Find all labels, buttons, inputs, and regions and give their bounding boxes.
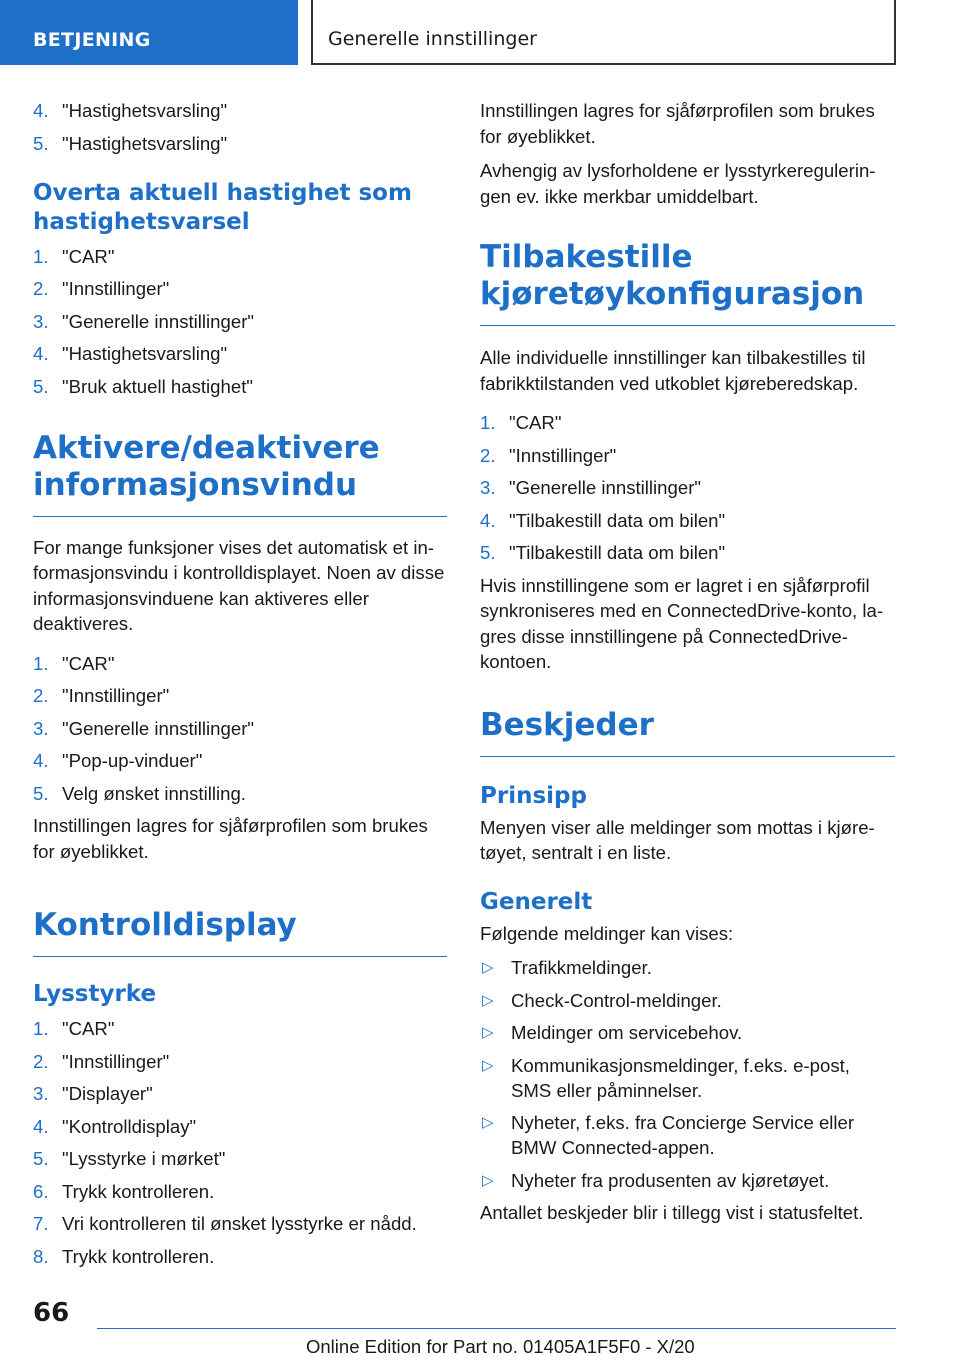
messages-heading: Beskjeder	[480, 707, 895, 757]
reset-steps	[480, 410, 895, 565]
step-number: 1.	[33, 1018, 49, 1039]
chapter-tab	[311, 0, 896, 65]
step-number: 3.	[33, 310, 49, 332]
step-number: 4.	[33, 750, 49, 771]
brightness-heading: Lysstyrke	[33, 981, 157, 1007]
step-number: 5.	[33, 1148, 49, 1169]
left-column	[33, 98, 447, 1276]
step-number: 1.	[480, 412, 496, 433]
item-text: "Lysstyrke i mørket"	[62, 1148, 226, 1169]
step-number: 7.	[33, 1213, 49, 1234]
item-text: "Generelle innstillinger"	[62, 310, 255, 332]
step-item	[33, 1146, 447, 1171]
item-text: "Displayer"	[62, 1083, 153, 1104]
step-item	[33, 716, 447, 741]
step-item	[480, 508, 895, 533]
step-number: 2.	[33, 685, 49, 706]
display-heading: Kontrolldisplay	[33, 907, 447, 957]
bullet-item	[480, 955, 895, 980]
triangle-bullet-icon: ▷	[482, 1024, 494, 1041]
item-text: Kommunikasjonsmeldinger, f.eks. e-post, SMS eller påminnelser.	[511, 1054, 850, 1101]
step-item	[480, 475, 895, 500]
brightness-steps	[33, 1016, 447, 1269]
item-text: "CAR"	[62, 1018, 115, 1039]
step-number: 3.	[33, 1083, 49, 1104]
section-label: BETJENING	[33, 29, 151, 51]
step-item	[480, 410, 895, 435]
info-steps	[33, 651, 447, 806]
step-item	[33, 98, 447, 123]
step-item	[33, 309, 447, 334]
item-text: "Generelle innstillinger"	[509, 477, 702, 498]
page-number: 66	[33, 1298, 70, 1328]
triangle-bullet-icon: ▷	[482, 1056, 494, 1074]
step-item	[33, 683, 447, 708]
step-item	[480, 540, 895, 565]
step-number: 4.	[33, 1115, 49, 1137]
item-text: Nyheter, f.eks. fra Concierge Service eller BMW Connected-appen.	[511, 1112, 855, 1158]
item-text: "CAR"	[62, 245, 115, 267]
step-item	[33, 651, 447, 676]
chapter-label: Generelle innstillinger	[328, 28, 537, 50]
item-text: "Bruk aktuell hastighet"	[62, 375, 253, 397]
item-text: Meldinger om servicebehov.	[511, 1022, 743, 1043]
speed-steps	[33, 244, 447, 399]
general-heading: Generelt	[480, 888, 593, 915]
triangle-bullet-icon: ▷	[482, 991, 494, 1009]
step-item	[33, 244, 447, 269]
info-intro: For mange funksjoner vises det automatisk et in-formasjonsvindu i kontrolldisplayet. Noen av disse informasjonsvinduene kan aktiveres eller deaktiveres.	[33, 536, 445, 634]
item-text: "Tilbakestill data om bilen"	[509, 509, 726, 531]
item-text: Trykk kontrolleren.	[62, 1245, 215, 1267]
step-item	[480, 443, 895, 468]
info-note: Innstillingen lagres for sjåførprofilen som brukes for øyeblikket.	[33, 815, 428, 862]
item-text: Check-Control-meldinger.	[511, 989, 722, 1011]
speed-heading: Overta aktuell hastighet som hastighetsvarsel	[33, 179, 412, 235]
item-text: "Innstillinger"	[509, 444, 617, 466]
item-text: Nyheter fra produsenten av kjøretøyet.	[511, 1169, 830, 1191]
step-number: 6.	[33, 1180, 49, 1202]
item-text: Vri kontrolleren til ønsket lysstyrke er nådd.	[62, 1213, 417, 1234]
general-intro: Følgende meldinger kan vises:	[480, 922, 734, 944]
step-number: 5.	[33, 375, 49, 397]
step-number: 2.	[33, 278, 49, 299]
item-text: Trykk kontrolleren.	[62, 1180, 215, 1202]
step-number: 1.	[33, 245, 49, 267]
step-item	[33, 276, 447, 301]
principle-heading: Prinsipp	[480, 782, 587, 809]
step-item	[33, 781, 447, 806]
step-number: 5.	[33, 132, 49, 154]
step-item	[33, 1081, 447, 1106]
step-number: 8.	[33, 1245, 49, 1267]
triangle-bullet-icon: ▷	[482, 1171, 494, 1189]
triangle-bullet-icon: ▷	[482, 959, 494, 976]
item-text: "CAR"	[509, 412, 562, 433]
top-list	[33, 98, 447, 156]
item-text: Trafikkmeldinger.	[511, 957, 652, 978]
step-item	[33, 131, 447, 156]
step-item	[33, 1049, 447, 1074]
bullet-item	[480, 1168, 895, 1193]
triangle-bullet-icon: ▷	[482, 1114, 494, 1131]
step-item	[33, 1016, 447, 1041]
bullet-item	[480, 1110, 895, 1160]
bullet-item	[480, 1053, 895, 1103]
edition-footer: Online Edition for Part no. 01405A1F5F0 - X/20	[306, 1336, 695, 1357]
item-text: "Innstillinger"	[62, 685, 170, 706]
footer-rule	[97, 1328, 896, 1329]
item-text: Velg ønsket innstilling.	[62, 782, 246, 804]
item-text: "Pop-up-vinduer"	[62, 750, 203, 771]
step-number: 5.	[480, 542, 496, 563]
step-number: 3.	[33, 717, 49, 739]
reset-intro: Alle individuelle innstillinger kan tilbakestilles til fabrikktilstanden ved utkoblet kjøreberedskap.	[480, 347, 866, 394]
general-bullets	[480, 955, 895, 1193]
note-1: Innstillingen lagres for sjåførprofilen som brukes for øyeblikket.	[480, 100, 875, 147]
item-text: "Innstillinger"	[62, 278, 170, 299]
item-text: "Hastighetsvarsling"	[62, 132, 228, 154]
item-text: "CAR"	[62, 652, 115, 674]
step-item	[33, 1211, 447, 1236]
step-item	[33, 1179, 447, 1204]
step-number: 2.	[480, 444, 496, 466]
item-text: "Hastighetsvarsling"	[62, 343, 228, 364]
reset-note: Hvis innstillingene som er lagret i en sjåførprofil synkroniseres med en ConnectedDrive-konto, la-gres disse innstillingene på ConnectedDrive-kontoen.	[480, 574, 884, 672]
item-text: "Kontrolldisplay"	[62, 1115, 197, 1137]
item-text: "Generelle innstillinger"	[62, 717, 255, 739]
step-number: 4.	[33, 343, 49, 364]
principle-text: Menyen viser alle meldinger som mottas i kjøre-tøyet, sentralt i en liste.	[480, 816, 875, 863]
reset-heading: Tilbakestille kjøretøykonfigurasjon	[480, 239, 895, 326]
step-number: 1.	[33, 652, 49, 674]
info-heading: Aktivere/deaktivere informasjonsvindu	[33, 430, 447, 517]
general-note: Antallet beskjeder blir i tillegg vist i statusfeltet.	[480, 1202, 864, 1223]
step-number: 4.	[480, 509, 496, 531]
step-number: 3.	[480, 477, 496, 498]
step-item	[33, 341, 447, 366]
step-number: 4.	[33, 100, 49, 121]
step-item	[33, 748, 447, 773]
item-text: "Tilbakestill data om bilen"	[509, 542, 726, 563]
bullet-item	[480, 988, 895, 1013]
section-tab	[0, 0, 298, 65]
item-text: "Innstillinger"	[62, 1050, 170, 1072]
item-text: "Hastighetsvarsling"	[62, 100, 228, 121]
step-item	[33, 1244, 447, 1269]
step-item	[33, 374, 447, 399]
note-2: Avhengig av lysforholdene er lysstyrkeregulerin-gen ev. ikke merkbar umiddelbart.	[480, 160, 876, 207]
step-number: 5.	[33, 782, 49, 804]
right-column	[480, 98, 895, 1235]
bullet-item	[480, 1020, 895, 1045]
step-item	[33, 1114, 447, 1139]
step-number: 2.	[33, 1050, 49, 1072]
